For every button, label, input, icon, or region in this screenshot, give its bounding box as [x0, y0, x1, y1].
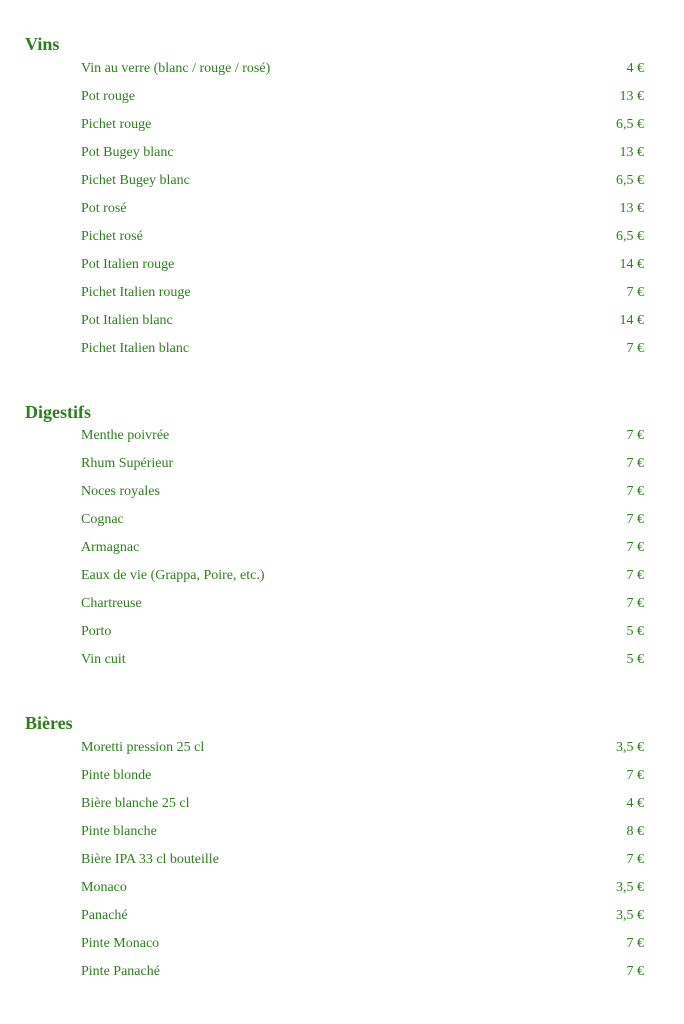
- menu-item: [81, 738, 644, 758]
- section-title-digestifs: Digestifs: [25, 402, 91, 422]
- item-price: 7 €: [626, 568, 644, 583]
- menu-item: [81, 510, 644, 530]
- section-title-vins: Vins: [25, 34, 60, 54]
- menu-item: [81, 227, 644, 247]
- item-name: Pot rosé: [81, 201, 127, 216]
- item-price: 7 €: [626, 852, 644, 867]
- section-title-bieres: Bières: [25, 713, 73, 733]
- menu-item: [81, 650, 644, 670]
- item-name: Pot rouge: [81, 89, 136, 104]
- item-price: 6,5 €: [616, 229, 644, 244]
- item-name: Pichet Italien blanc: [81, 341, 190, 356]
- item-name: Panaché: [81, 908, 128, 923]
- menu-item: [81, 962, 644, 982]
- menu-item: [81, 822, 644, 842]
- menu-item: [81, 766, 644, 786]
- menu-item: [81, 794, 644, 814]
- item-name: Pichet Bugey blanc: [81, 173, 190, 188]
- item-name: Porto: [81, 624, 112, 639]
- item-price: 7 €: [626, 596, 644, 611]
- menu-item: [81, 87, 644, 107]
- menu-item: [81, 339, 644, 359]
- item-name: Noces royales: [81, 484, 160, 499]
- item-name: Monaco: [81, 880, 127, 895]
- item-price: 7 €: [626, 540, 644, 555]
- item-name: Pichet rosé: [81, 229, 143, 244]
- item-name: Bière IPA 33 cl bouteille: [81, 852, 219, 867]
- item-name: Pot Bugey blanc: [81, 145, 174, 160]
- menu-item: [81, 906, 644, 926]
- item-name: Armagnac: [81, 540, 140, 555]
- item-price: 7 €: [626, 768, 644, 783]
- menu-item: [81, 115, 644, 135]
- menu-item: [81, 426, 644, 446]
- item-name: Pinte blonde: [81, 768, 152, 783]
- menu-item: [81, 566, 644, 586]
- menu-item: [81, 283, 644, 303]
- item-price: 14 €: [619, 257, 644, 272]
- item-price: 6,5 €: [616, 173, 644, 188]
- item-name: Pinte Panaché: [81, 964, 160, 979]
- item-price: 7 €: [626, 936, 644, 951]
- item-price: 13 €: [619, 145, 644, 160]
- menu-item: [81, 143, 644, 163]
- menu-item: [81, 311, 644, 331]
- item-price: 13 €: [619, 89, 644, 104]
- item-price: 7 €: [626, 456, 644, 471]
- item-price: 7 €: [626, 341, 644, 356]
- menu-item: [81, 454, 644, 474]
- menu-item: [81, 622, 644, 642]
- menu-item: [81, 594, 644, 614]
- item-name: Pichet Italien rouge: [81, 285, 191, 300]
- item-name: Pot Italien blanc: [81, 313, 173, 328]
- item-name: Pot Italien rouge: [81, 257, 175, 272]
- item-price: 5 €: [626, 652, 644, 667]
- item-name: Moretti pression 25 cl: [81, 740, 205, 755]
- menu-item: [81, 878, 644, 898]
- item-price: 8 €: [626, 824, 644, 839]
- item-price: 14 €: [619, 313, 644, 328]
- item-price: 3,5 €: [616, 740, 644, 755]
- item-name: Eaux de vie (Grappa, Poire, etc.): [81, 568, 265, 583]
- item-price: 7 €: [626, 285, 644, 300]
- item-name: Vin cuit: [81, 652, 126, 667]
- menu-item: [81, 850, 644, 870]
- menu-item: [81, 538, 644, 558]
- item-price: 5 €: [626, 624, 644, 639]
- item-name: Chartreuse: [81, 596, 142, 611]
- item-price: 3,5 €: [616, 908, 644, 923]
- menu-item: [81, 934, 644, 954]
- menu-item: [81, 199, 644, 219]
- item-name: Pinte Monaco: [81, 936, 160, 951]
- item-name: Bière blanche 25 cl: [81, 796, 190, 811]
- item-price: 7 €: [626, 964, 644, 979]
- item-name: Cognac: [81, 512, 124, 527]
- menu-item: [81, 171, 644, 191]
- menu-item: [81, 255, 644, 275]
- item-price: 7 €: [626, 512, 644, 527]
- item-price: 6,5 €: [616, 117, 644, 132]
- item-price: 3,5 €: [616, 880, 644, 895]
- item-name: Menthe poivrée: [81, 428, 170, 443]
- item-name: Vin au verre (blanc / rouge / rosé): [81, 61, 271, 76]
- item-price: 7 €: [626, 484, 644, 499]
- item-name: Pichet rouge: [81, 117, 152, 132]
- item-price: 7 €: [626, 428, 644, 443]
- menu-item: [81, 482, 644, 502]
- item-price: 4 €: [626, 796, 644, 811]
- item-price: 13 €: [619, 201, 644, 216]
- item-price: 4 €: [626, 61, 644, 76]
- item-name: Pinte blanche: [81, 824, 157, 839]
- item-name: Rhum Supérieur: [81, 456, 174, 471]
- menu-item: [81, 59, 644, 79]
